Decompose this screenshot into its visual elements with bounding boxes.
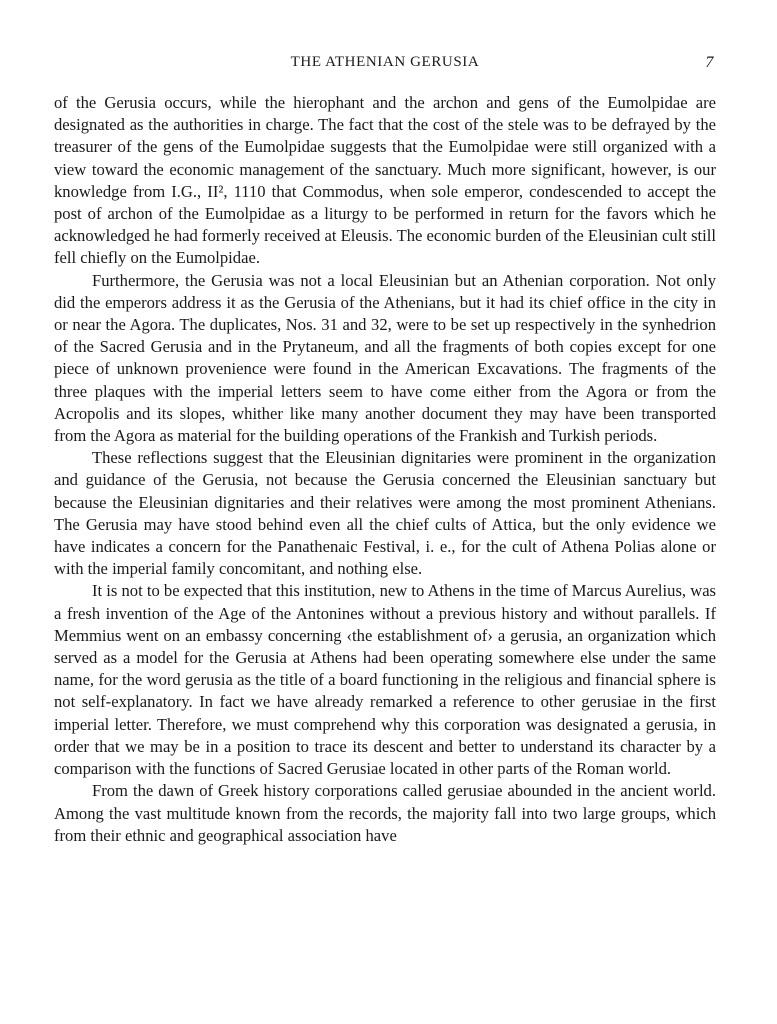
paragraph-2: Furthermore, the Gerusia was not a local Eleusinian but an Athenian corporation. Not only did the emperors address it as the Gerusia of the Athenians, but it had its chief office in the city in or near the Agora. The duplicates, Nos. 31 and 32, were to be set up respectively in the synhedrion of the Sacred Gerusia and in the Prytaneum, and all the fragments of both copies except for one piece of unknown provenience were found in the American Excavations. The fragments of the three plaques with the imperial letters seem to have come either from the Agora or from the Acropolis and its slopes, whither like many another document they may have been transported from the Agora as material for the building operations of the Frankish and Turkish periods. <box>54 270 716 446</box>
paragraph-4: It is not to be expected that this institution, new to Athens in the time of Marcus Aurelius, was a fresh invention of the Age of the Antonines without a previous history and without parallels. If Memmius went on an embassy concerning ‹the establishment of› a gerusia, an organization which served as a model for the Gerusia at Athens had been operating somewhere else under the same name, for the word gerusia as the title of a board functioning in the religious and financial sphere is not self-explanatory. In fact we have already remarked a reference to other gerusiae in the first imperial letter. Therefore, we must comprehend why this corporation was designated a gerusia, in order that we may be in a position to trace its descent and better to understand its character by a comparison with the functions of Sacred Gerusiae located in other parts of the Roman world. <box>54 581 717 779</box>
body-text <box>54 92 716 847</box>
paragraph-1: of the Gerusia occurs, while the hierophant and the archon and gens of the Eumolpidae are designated as the authorities in charge. The fact that the cost of the stele was to be defrayed by the treasurer of the gens of the Eumolpidae suggests that the Eumolpidae were still organized with a view toward the economic management of the sanctuary. Much more significant, however, is our knowledge from I.G., II², 1110 that Commodus, when sole emperor, condescended to accept the post of archon of the Eumolpidae as a liturgy to be performed in return for the favors which he acknowledged he had formerly received at Eleusis. The economic burden of the Eleusinian cult still fell chiefly on the Eumolpidae. <box>54 93 716 268</box>
page <box>54 54 716 847</box>
page-number: 7 <box>705 54 714 71</box>
paragraph-5: From the dawn of Greek history corporations called gerusiae abounded in the ancient world. Among the vast multitude known from the records, the majority fall into two large groups, which from their ethnic and geographical association have <box>54 781 716 845</box>
paragraph-3: These reflections suggest that the Eleusinian dignitaries were prominent in the organization and guidance of the Gerusia, not because the Gerusia concerned the Eleusinian sanctuary but because the Eleusinian dignitaries and their relatives were among the most prominent Athenians. The Gerusia may have stood behind even all the chief cults of Attica, but the only evidence we have indicates a concern for the Panathenaic Festival, i. e., for the cult of Athena Polias alone or with the imperial family concomitant, and nothing else. <box>54 448 716 579</box>
running-title: THE ATHENIAN GERUSIA <box>290 54 480 70</box>
running-head <box>54 54 716 80</box>
